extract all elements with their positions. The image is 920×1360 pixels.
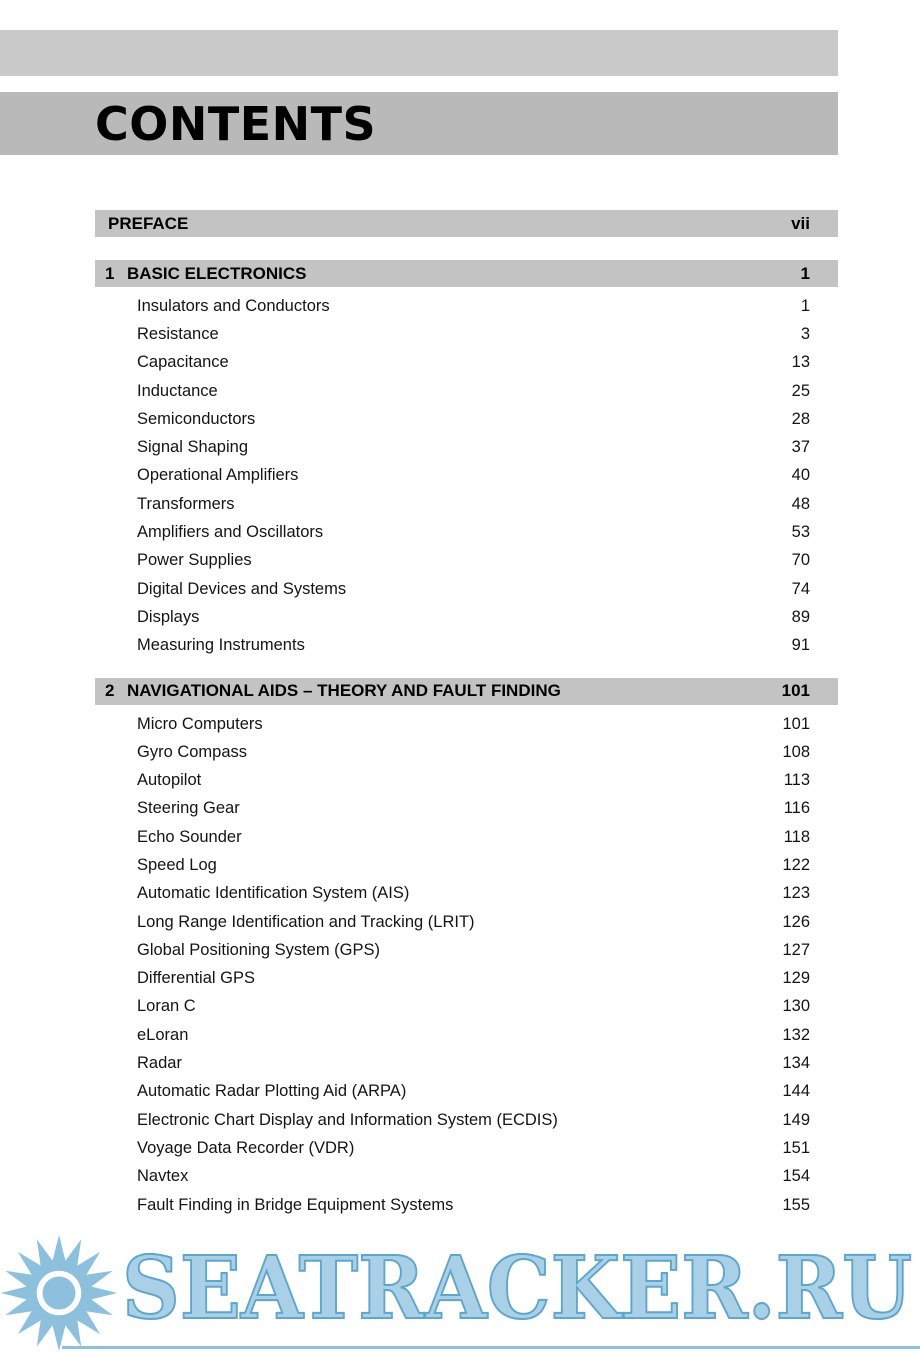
toc-entry — [95, 1049, 838, 1077]
toc-entry — [95, 1021, 838, 1049]
toc-entry — [95, 880, 838, 908]
toc-entry-label: Measuring Instruments — [137, 636, 305, 655]
toc-entry — [95, 795, 838, 823]
toc-entry — [95, 993, 838, 1021]
toc-entry — [95, 908, 838, 936]
toc-entry-label: Voyage Data Recorder (VDR) — [137, 1138, 355, 1157]
table-of-contents — [95, 210, 838, 1219]
toc-entry-page: 25 — [791, 381, 810, 400]
toc-entry-page: 1 — [800, 296, 810, 315]
toc-entry-label: Autopilot — [137, 771, 202, 790]
toc-entry — [95, 320, 838, 348]
toc-entry-page: 149 — [782, 1110, 810, 1129]
toc-entry-label: Displays — [137, 607, 200, 626]
toc-entry-label: Operational Amplifiers — [137, 466, 299, 485]
toc-entry-label: Navtex — [137, 1167, 189, 1186]
toc-entry-label: eLoran — [137, 1025, 189, 1044]
toc-entry-label: Fault Finding in Bridge Equipment Systems — [137, 1195, 454, 1214]
toc-entry-label: Capacitance — [137, 353, 229, 372]
toc-entry-page: 74 — [791, 579, 810, 598]
toc-section — [95, 260, 838, 660]
toc-entry — [95, 710, 838, 738]
toc-entry-label: Long Range Identification and Tracking (LRIT) — [137, 912, 475, 931]
page-title: CONTENTS — [95, 96, 377, 151]
toc-entry-page: 127 — [782, 940, 810, 959]
toc-entry — [95, 547, 838, 575]
toc-entry — [95, 965, 838, 993]
toc-entry — [95, 462, 838, 490]
toc-entry-page: 134 — [782, 1054, 810, 1073]
toc-entry-label: Electronic Chart Display and Information System (ECDIS) — [137, 1110, 558, 1129]
toc-entry — [95, 603, 838, 631]
section-header — [95, 678, 838, 705]
toc-entry-label: Speed Log — [137, 855, 217, 874]
toc-entry-page: 3 — [800, 324, 810, 343]
sections-container — [95, 260, 838, 1219]
toc-entry-label: Steering Gear — [137, 799, 240, 818]
section-number: 2 — [105, 681, 115, 701]
toc-entry — [95, 738, 838, 766]
section-page: 1 — [800, 263, 810, 283]
toc-entry-label: Transformers — [137, 494, 235, 513]
toc-entry-label: Loran C — [137, 997, 196, 1016]
preface-page: vii — [791, 213, 810, 233]
toc-entry-page: 113 — [783, 771, 810, 790]
toc-entry-page: 122 — [782, 855, 810, 874]
section-title: NAVIGATIONAL AIDS – THEORY AND FAULT FINDING — [127, 681, 561, 701]
toc-entry-page: 154 — [782, 1167, 810, 1186]
toc-entry-page: 132 — [782, 1025, 810, 1044]
toc-entry-page: 151 — [782, 1138, 810, 1157]
toc-entry — [95, 518, 838, 546]
toc-entry — [95, 405, 838, 433]
toc-entry — [95, 490, 838, 518]
toc-entry-label: Echo Sounder — [137, 827, 242, 846]
toc-entry-page: 91 — [791, 636, 810, 655]
toc-entry-page: 155 — [782, 1195, 810, 1214]
toc-entry-label: Digital Devices and Systems — [137, 579, 347, 598]
toc-entry-label: Differential GPS — [137, 969, 255, 988]
toc-entry-page: 13 — [791, 353, 810, 372]
toc-entry-label: Signal Shaping — [137, 438, 249, 457]
toc-entry-page: 70 — [791, 551, 810, 570]
toc-entry-page: 118 — [783, 827, 810, 846]
toc-entry-page: 126 — [782, 912, 810, 931]
toc-entry-page: 101 — [782, 714, 810, 733]
page-title-bar — [0, 92, 838, 155]
toc-entry-label: Inductance — [137, 381, 218, 400]
toc-entry — [95, 1106, 838, 1134]
toc-entry-label: Amplifiers and Oscillators — [137, 523, 324, 542]
toc-entry-page: 130 — [782, 997, 810, 1016]
toc-entry — [95, 433, 838, 461]
section-page: 101 — [781, 681, 810, 701]
section-number: 1 — [105, 263, 115, 283]
toc-entry-page: 53 — [791, 523, 810, 542]
section-items — [95, 705, 838, 1219]
toc-entry-label: Gyro Compass — [137, 742, 248, 761]
toc-entry-page: 116 — [783, 799, 810, 818]
toc-entry-page: 48 — [791, 494, 810, 513]
toc-entry-page: 37 — [791, 438, 810, 457]
toc-entry — [95, 1191, 838, 1219]
toc-entry — [95, 575, 838, 603]
toc-entry-label: Radar — [137, 1054, 182, 1073]
toc-entry-page: 89 — [791, 607, 810, 626]
preface-label: PREFACE — [108, 213, 189, 233]
toc-entry-label: Micro Computers — [137, 714, 263, 733]
toc-entry-label: Resistance — [137, 324, 219, 343]
toc-entry — [95, 823, 838, 851]
toc-entry-label: Global Positioning System (GPS) — [137, 940, 381, 959]
toc-entry-page: 40 — [791, 466, 810, 485]
toc-entry-label: Insulators and Conductors — [137, 296, 330, 315]
toc-entry-label: Power Supplies — [137, 551, 252, 570]
toc-entry-label: Automatic Identification System (AIS) — [137, 884, 410, 903]
preface-row — [95, 210, 838, 237]
watermark-underline — [62, 1346, 920, 1349]
toc-entry — [95, 936, 838, 964]
toc-entry-page: 28 — [791, 409, 810, 428]
toc-entry — [95, 292, 838, 320]
sun-icon — [0, 1230, 122, 1356]
toc-entry — [95, 1078, 838, 1106]
toc-entry — [95, 1163, 838, 1191]
toc-entry — [95, 766, 838, 794]
section-header — [95, 260, 838, 287]
toc-entry — [95, 377, 838, 405]
watermark-text: SEATRACKER.RU — [122, 1238, 912, 1338]
toc-entry — [95, 851, 838, 879]
top-decorative-bar — [0, 30, 838, 76]
toc-entry — [95, 632, 838, 660]
toc-entry-label: Automatic Radar Plotting Aid (ARPA) — [137, 1082, 407, 1101]
watermark — [0, 1228, 920, 1348]
toc-section — [95, 678, 838, 1219]
toc-entry — [95, 349, 838, 377]
toc-entry-page: 129 — [782, 969, 810, 988]
section-items — [95, 287, 838, 660]
toc-entry — [95, 1134, 838, 1162]
toc-entry-page: 108 — [782, 742, 810, 761]
toc-entry-page: 123 — [782, 884, 810, 903]
section-title: BASIC ELECTRONICS — [127, 263, 307, 283]
toc-entry-page: 144 — [782, 1082, 810, 1101]
toc-entry-label: Semiconductors — [137, 409, 256, 428]
